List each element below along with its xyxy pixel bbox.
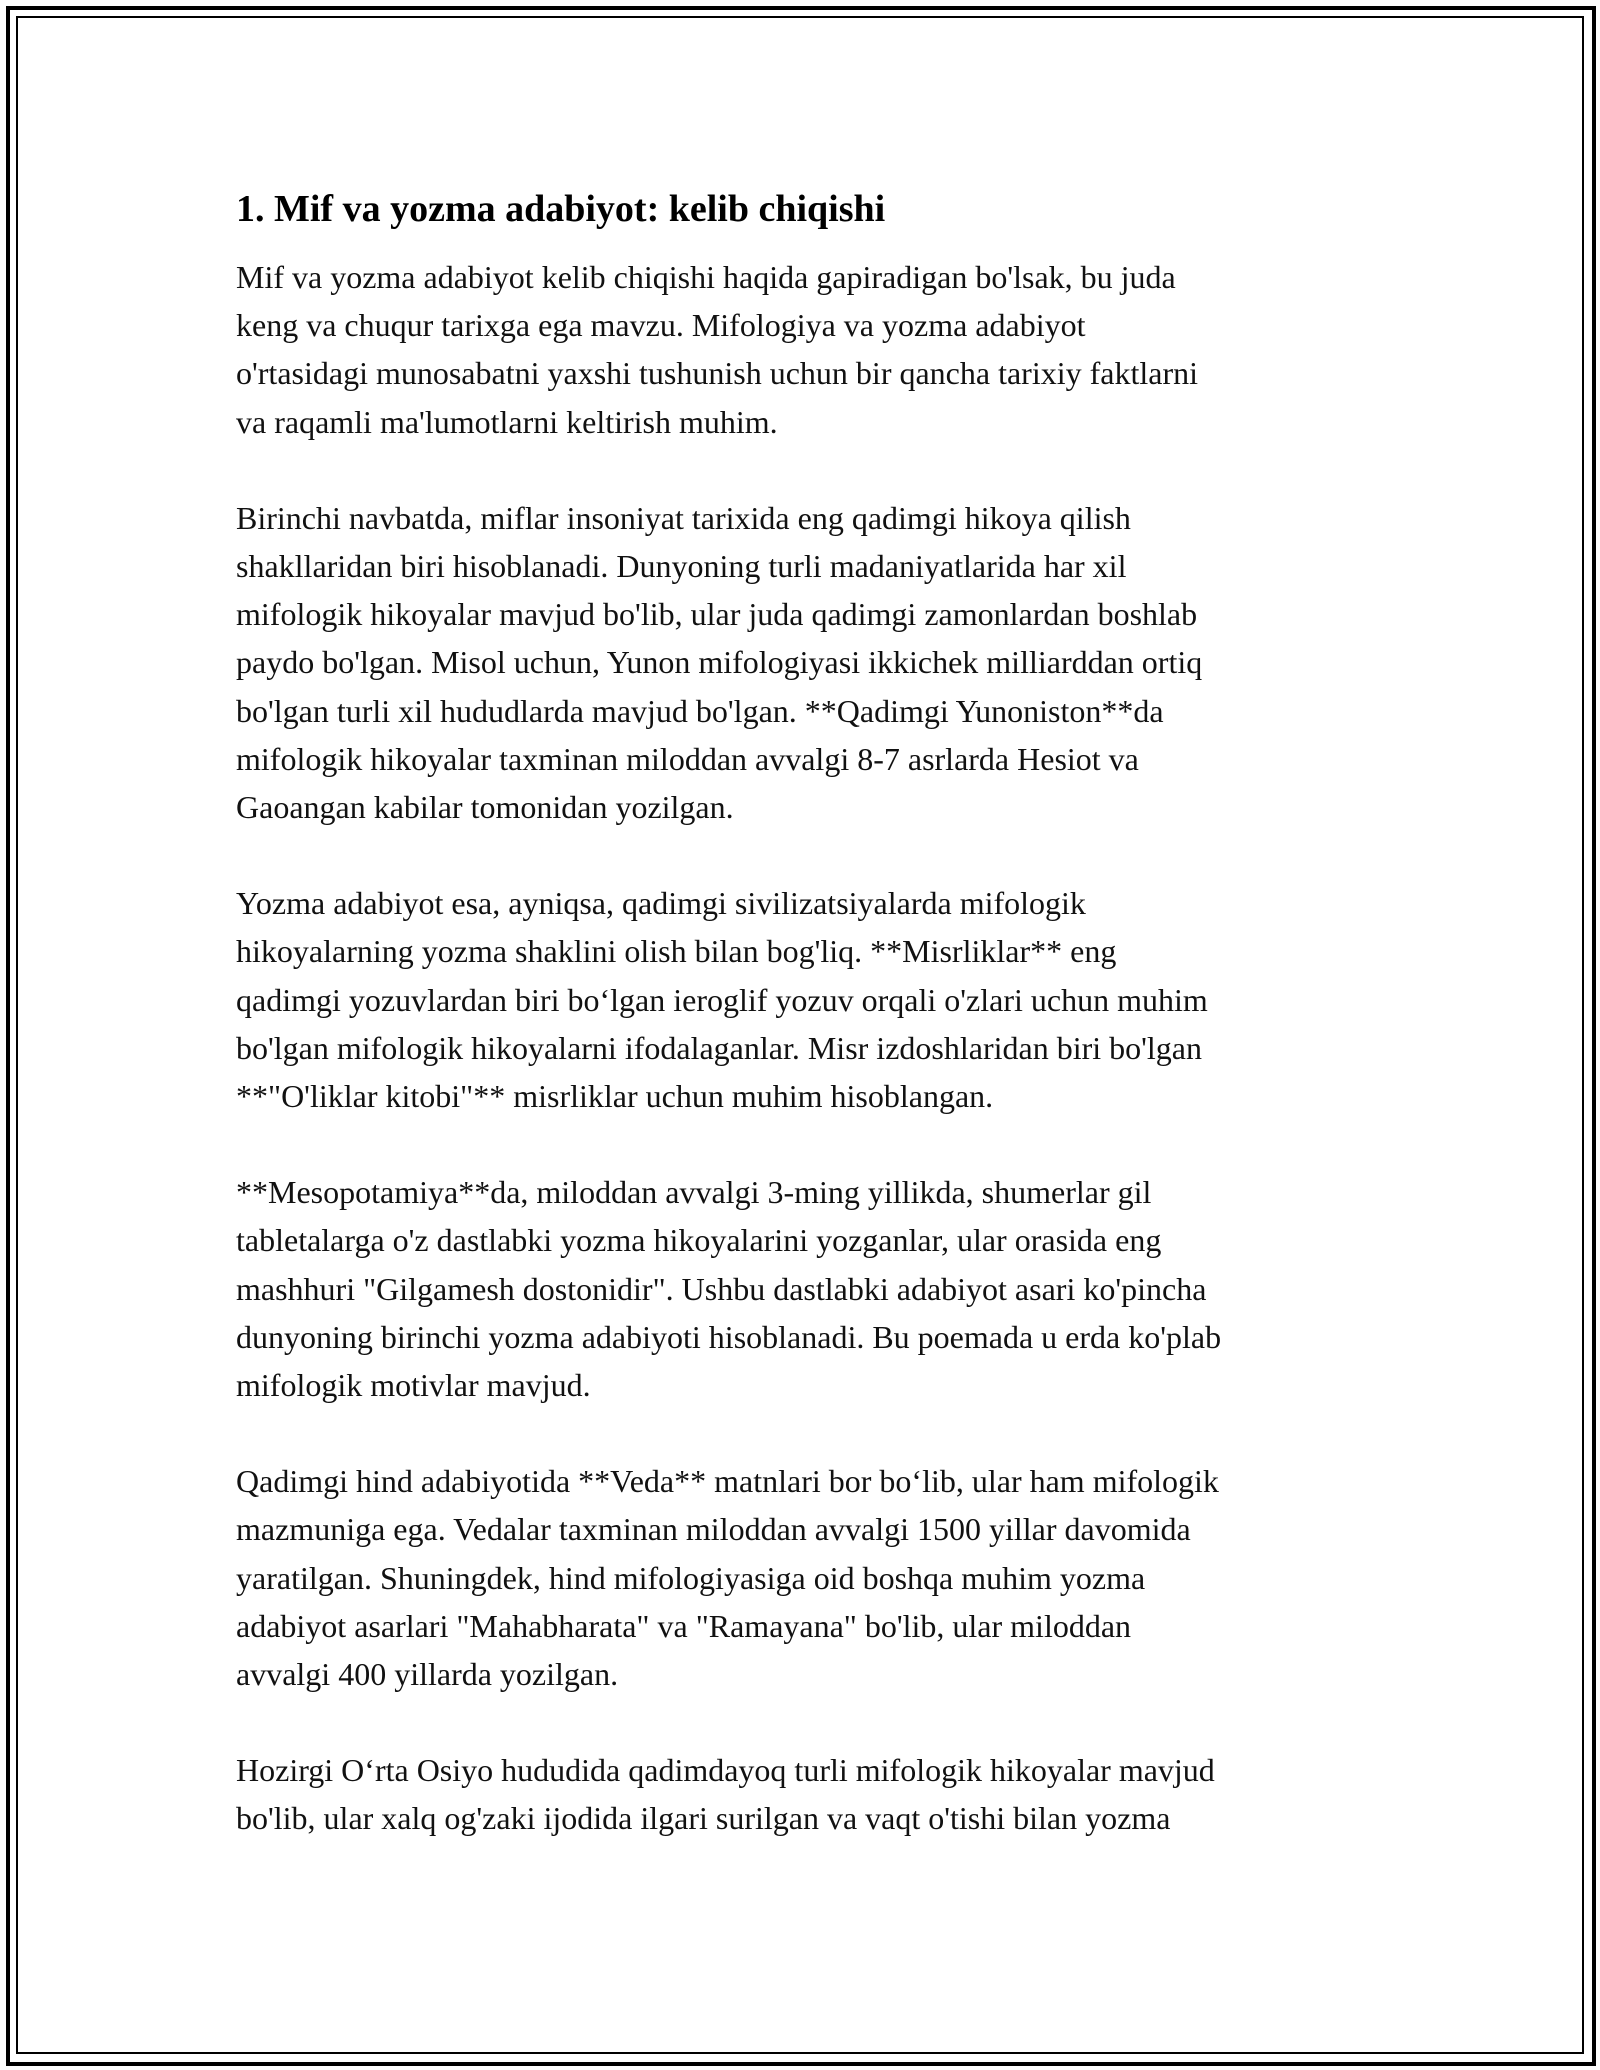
paragraph-greek-myths: Birinchi navbatda, miflar insoniyat tarixida eng qadimgi hikoya qilish shakllaridan biri hisoblanadi. Dunyoning turli madaniyatlarida har xil mifologik hikoyalar mavjud bo'lib, ular juda qadimgi zamonlardan boshlab paydo bo'lgan. Misol uchun, Yunon mifologiyasi ikkichek milliarddan ortiq bo'lgan turli xil hududlarda mavjud bo'lgan. **Qadimgi Yunoniston**da mifologik hikoyalar taxminan miloddan avvalgi 8-7 asrlarda Hesiot va Gaoangan kabilar tomonidan yozilgan. bbox=[236, 499, 1203, 826]
paragraph-intro: Mif va yozma adabiyot kelib chiqishi haqida gapiradigan bo'lsak, bu juda keng va chuqur tarixga ega mavzu. Mifologiya va yozma adabiyot o'rtasidagi munosabatni yaxshi tushunish uchun bir qancha tarixiy faktlarni va raqamli ma'lumotlarni keltirish muhim. bbox=[236, 259, 1198, 440]
paragraph-mesopotamia: **Mesopotamiya**da, miloddan avvalgi 3-ming yillikda, shumerlar gil tabletalarga o'z dastlabki yozma hikoyalarini yozganlar, ular orasida eng mashhuri "Gilgamesh dostonidir". Ushbu dastlabki adabiyot asari ko'pincha dunyoning birinchi yozma adabiyoti hisoblanadi. Bu poemada u erda ko'plab mifologik motivlar mavjud. bbox=[236, 1174, 1222, 1404]
paragraph-india: Qadimgi hind adabiyotida **Veda** matnlari bor bo‘lib, ular ham mifologik mazmuniga ega. Vedalar taxminan miloddan avvalgi 1500 yillar davomida yaratilgan. Shuningdek, hind mifologiyasiga oid boshqa muhim yozma adabiyot asarlari "Mahabharata" va "Ramayana" bo'lib, ular miloddan avvalgi 400 yillarda yozilgan. bbox=[236, 1463, 1219, 1693]
paragraph-egypt: Yozma adabiyot esa, ayniqsa, qadimgi sivilizatsiyalarda mifologik hikoyalarning yozma shaklini olish bilan bog'liq. **Misrliklar** eng qadimgi yozuvlardan biri bo‘lgan ieroglif yozuv orqali o'zlari uchun muhim bo'lgan mifologik hikoyalarni ifodalaganlar. Misr izdoshlaridan biri bo'lgan **"O'liklar kitobi"** misrliklar uchun muhim hisoblangan. bbox=[236, 885, 1208, 1115]
document-body bbox=[236, 185, 1376, 1891]
paragraph-central-asia: Hozirgi O‘rta Osiyo hududida qadimdayoq turli mifologik hikoyalar mavjud bo'lib, ular xalq og'zaki ijodida ilgari surilgan va vaqt o'tishi bilan yozma bbox=[236, 1752, 1215, 1837]
section-heading: 1. Mif va yozma adabiyot: kelib chiqishi bbox=[236, 188, 886, 230]
